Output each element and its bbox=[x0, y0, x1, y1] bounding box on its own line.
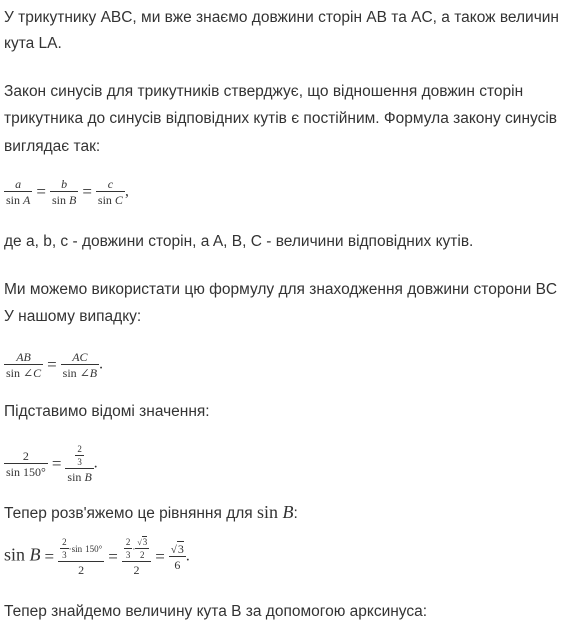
angle-label: B bbox=[29, 544, 41, 565]
punctuation: . bbox=[99, 355, 103, 373]
punctuation: : bbox=[293, 505, 298, 522]
denominator: 3 bbox=[77, 457, 82, 467]
denominator bbox=[4, 192, 32, 206]
sin-label: sin bbox=[6, 193, 21, 207]
angle-label: ∠C bbox=[23, 366, 42, 380]
radicand: 3 bbox=[142, 537, 148, 547]
dot-operator: · bbox=[68, 543, 72, 554]
punctuation: . bbox=[185, 547, 190, 565]
fraction-b-over-sinB bbox=[50, 178, 78, 206]
denominator: 2 bbox=[133, 563, 140, 578]
denominator bbox=[50, 192, 78, 206]
denominator: 6 bbox=[174, 558, 181, 573]
equals-sign: = bbox=[44, 547, 55, 567]
paragraph-use-line1: Ми можемо використати цю формулу для знаходження довжини сторони BC bbox=[4, 281, 558, 298]
numerator: 2 bbox=[125, 537, 131, 548]
numerator: AB bbox=[4, 351, 43, 365]
angle-value: 150° bbox=[23, 465, 46, 479]
fraction-ab-over-sinC bbox=[4, 351, 43, 379]
denominator: 3 bbox=[62, 550, 67, 561]
angle-label: B bbox=[68, 193, 77, 207]
fraction-c-over-sinC bbox=[96, 178, 125, 206]
paragraph-intro-line1: У трикутнику ABC, ми вже знаємо довжини сторін AB та AC, а також величин bbox=[4, 9, 559, 26]
denominator bbox=[96, 192, 125, 206]
fraction-a-over-sinA bbox=[4, 178, 32, 206]
numerator: c bbox=[96, 178, 125, 192]
angle-label: ∠B bbox=[79, 366, 98, 380]
numerator: AC bbox=[61, 351, 99, 365]
fraction-ac-over-sinB bbox=[61, 351, 99, 379]
paragraph-definitions: де a, b, c - довжини сторін, a A, B, C - величини відповідних кутів. bbox=[4, 233, 474, 250]
formula-ab-ac bbox=[4, 351, 103, 379]
sin-label: sin bbox=[51, 193, 66, 207]
numerator: b bbox=[50, 178, 78, 192]
sin-label: sin bbox=[257, 502, 279, 522]
sin-label: sin bbox=[67, 470, 82, 484]
numerator: a bbox=[4, 178, 32, 192]
angle-label: A bbox=[23, 193, 31, 207]
paragraph-law-line3: виглядає так: bbox=[4, 138, 101, 155]
punctuation: . bbox=[93, 454, 98, 472]
formula-substituted bbox=[4, 445, 98, 483]
fraction-twothirds-over-sinB bbox=[65, 445, 93, 483]
numerator: 2 bbox=[77, 444, 82, 454]
radicand: 3 bbox=[177, 541, 184, 556]
formula-law-of-sines bbox=[4, 178, 129, 206]
equals-sign: = bbox=[36, 182, 46, 201]
solve-text: Тепер розв'яжемо це рівняння для bbox=[4, 505, 253, 522]
angle-label: C bbox=[114, 193, 123, 207]
fraction-result bbox=[169, 543, 186, 572]
angle-label: B bbox=[282, 502, 294, 522]
lhs-sinB bbox=[4, 545, 41, 565]
paragraph-arcsin: Тепер знайдемо величину кута B за допомогою арксинуса: bbox=[4, 603, 428, 620]
fraction-step1 bbox=[58, 538, 104, 576]
numerator bbox=[169, 543, 186, 558]
denominator bbox=[4, 464, 48, 478]
numerator bbox=[122, 538, 151, 562]
sin-label: sin bbox=[62, 366, 77, 380]
fraction-2-over-sin150 bbox=[4, 450, 48, 478]
fraction-step2 bbox=[122, 538, 151, 576]
fraction-sqrt3-over-2 bbox=[135, 538, 149, 560]
denominator: 2 bbox=[78, 563, 85, 578]
numerator bbox=[135, 538, 149, 549]
paragraph-intro-line2: кута LA. bbox=[4, 35, 62, 52]
sin-label: sin bbox=[97, 193, 112, 207]
fraction-two-thirds bbox=[75, 445, 84, 467]
numerator bbox=[65, 445, 93, 469]
radical-sign: √ bbox=[170, 543, 177, 556]
punctuation: , bbox=[124, 182, 129, 200]
paragraph-use-line2: У нашому випадку: bbox=[4, 308, 142, 325]
inline-math-sinB bbox=[257, 502, 294, 522]
angle-value: 150° bbox=[85, 543, 103, 554]
angle-label: B bbox=[84, 470, 92, 484]
equals-sign: = bbox=[155, 547, 165, 567]
denominator bbox=[65, 469, 93, 483]
radical-sign: √ bbox=[137, 538, 142, 547]
paragraph-law-line2: трикутника до синусів відповідних кутів є постійним. Формула закону синусів bbox=[4, 110, 558, 127]
formula-solution bbox=[4, 538, 190, 576]
numerator: 2 bbox=[4, 450, 48, 464]
equals-sign: = bbox=[108, 547, 118, 567]
equals-sign: = bbox=[47, 355, 57, 374]
numerator: 2 bbox=[62, 537, 67, 548]
sin-label: sin bbox=[4, 544, 26, 565]
sin-label: sin bbox=[6, 366, 21, 380]
equals-sign: = bbox=[82, 182, 92, 201]
denominator bbox=[4, 365, 43, 379]
equals-sign: = bbox=[51, 454, 62, 473]
denominator: 3 bbox=[125, 550, 131, 561]
sin-label: sin bbox=[6, 465, 21, 479]
denominator bbox=[61, 365, 99, 379]
paragraph-substitute: Підставимо відомі значення: bbox=[4, 403, 210, 420]
sin-label: sin bbox=[71, 543, 83, 554]
fraction-two-thirds bbox=[60, 538, 69, 560]
denominator: 2 bbox=[140, 550, 145, 561]
numerator bbox=[58, 538, 104, 562]
paragraph-solve bbox=[4, 499, 298, 527]
paragraph-law-line1: Закон синусів для трикутників стверджує, що відношення довжин сторін bbox=[4, 83, 524, 100]
dot-operator: · bbox=[132, 543, 136, 554]
